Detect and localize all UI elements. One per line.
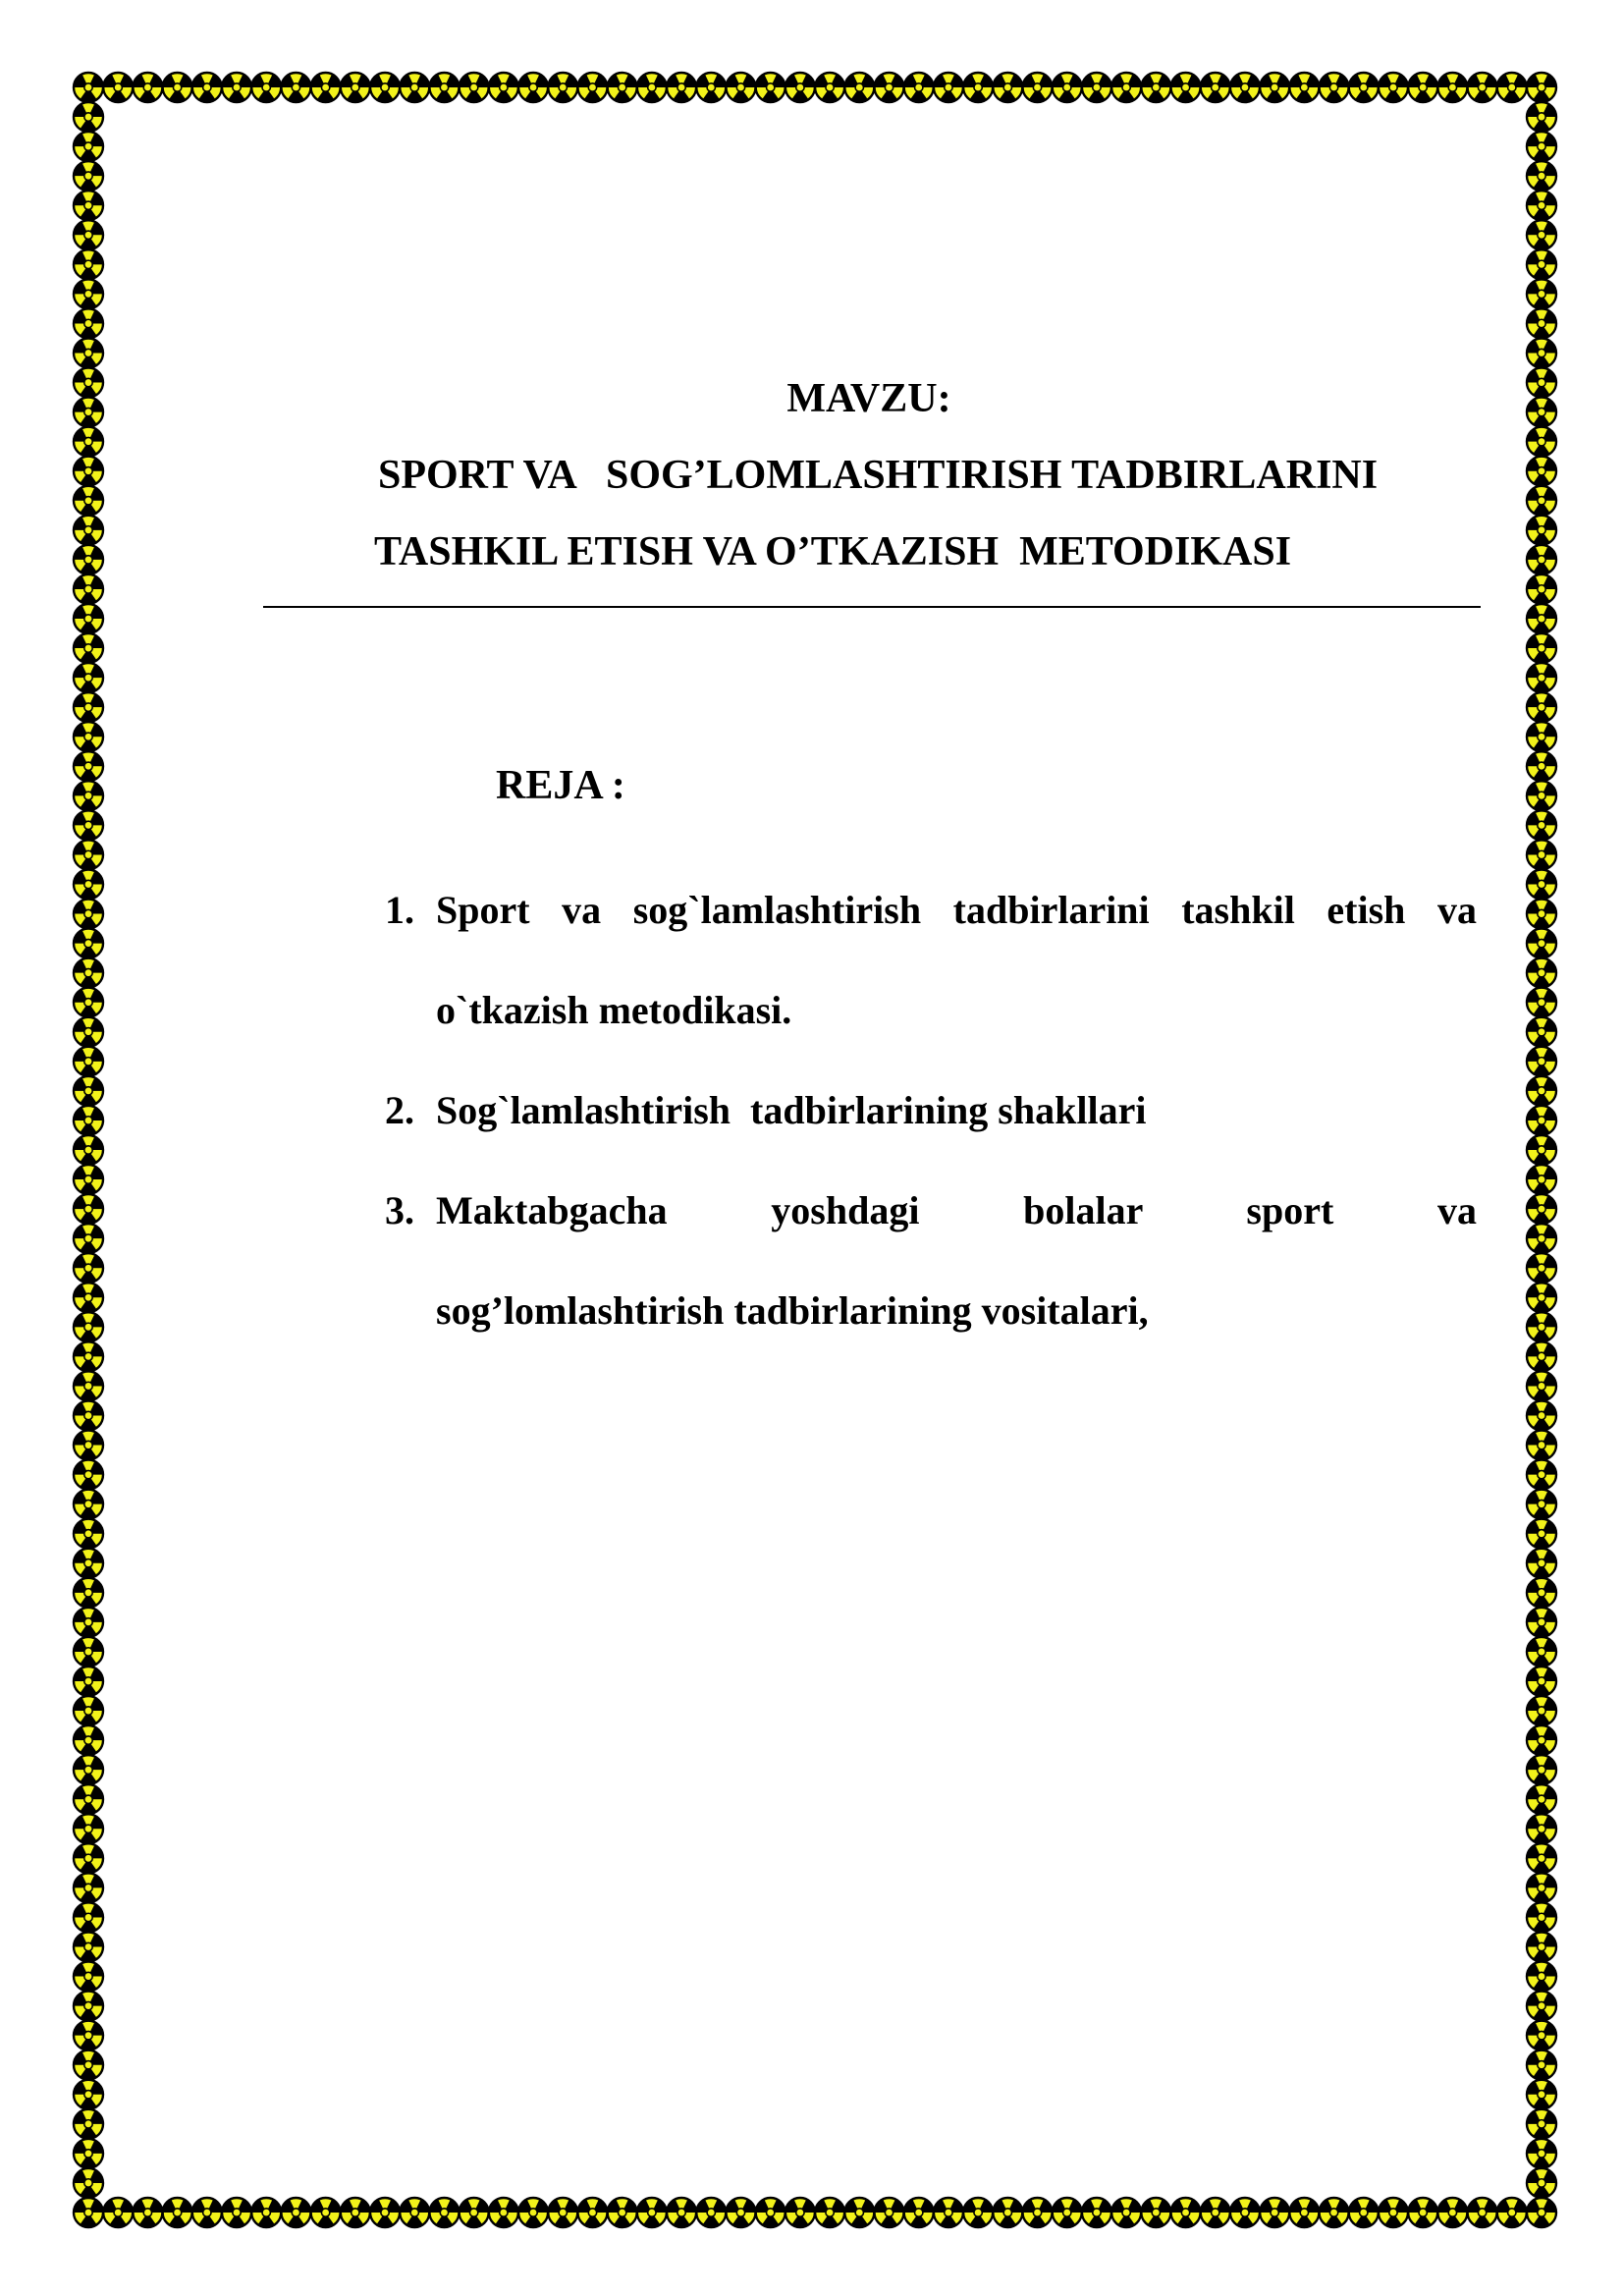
- radiation-icon: [74, 633, 103, 663]
- radiation-icon: [74, 220, 103, 249]
- radiation-icon: [74, 1017, 103, 1047]
- radiation-icon: [74, 2139, 103, 2168]
- radiation-icon: [1527, 1608, 1556, 1637]
- radiation-icon: [1527, 1371, 1556, 1400]
- radiation-icon: [74, 1490, 103, 1519]
- radiation-icon: [1082, 2198, 1111, 2227]
- radiation-icon: [1320, 2198, 1349, 2227]
- radiation-icon: [1023, 73, 1053, 102]
- radiation-icon: [74, 1549, 103, 1578]
- radiation-icon: [1527, 1106, 1556, 1135]
- radiation-icon: [251, 2198, 281, 2227]
- radiation-icon: [429, 73, 459, 102]
- radiation-icon: [993, 2198, 1022, 2227]
- radiation-icon: [963, 73, 993, 102]
- plan-item-text-line-2: o`tkazish metodikasi.: [436, 988, 792, 1032]
- radiation-icon: [1141, 2198, 1170, 2227]
- radiation-icon: [1527, 1962, 1556, 1992]
- radiation-icon: [281, 73, 310, 102]
- radiation-icon: [133, 73, 162, 102]
- radiation-icon: [163, 73, 192, 102]
- radiation-icon: [1260, 2198, 1289, 2227]
- radiation-icon: [1527, 339, 1556, 368]
- radiation-icon: [222, 73, 251, 102]
- radiation-icon: [1053, 73, 1082, 102]
- plan-item-text-line-1: Sog`lamlashtirish tadbirlarining shakllari: [436, 1088, 1147, 1132]
- plan-item-2: [385, 1061, 1477, 1161]
- radiation-icon: [74, 1341, 103, 1371]
- radiation-icon: [74, 1608, 103, 1637]
- radiation-icon: [1527, 1431, 1556, 1460]
- radiation-icon: [1527, 692, 1556, 722]
- radiation-icon: [1527, 1933, 1556, 1962]
- radiation-icon: [815, 73, 844, 102]
- radiation-icon: [1527, 810, 1556, 840]
- radiation-icon: [489, 2198, 518, 2227]
- radiation-icon: [74, 1578, 103, 1608]
- radiation-icon: [577, 73, 607, 102]
- radiation-icon: [1527, 2080, 1556, 2109]
- plan-item-text-line-2: sog’lomlashtirish tadbirlarining vositalari,: [436, 1288, 1149, 1333]
- radiation-icon: [696, 2198, 726, 2227]
- radiation-icon: [1527, 1076, 1556, 1106]
- radiation-icon: [1527, 427, 1556, 457]
- plan-label: REJA :: [496, 763, 625, 808]
- radiation-icon: [1527, 781, 1556, 810]
- radiation-icon: [74, 1224, 103, 1253]
- radiation-icon: [1527, 988, 1556, 1017]
- radiation-icon: [1527, 73, 1556, 102]
- radiation-icon: [1497, 73, 1527, 102]
- plan-item-text-line-1: Maktabgacha yoshdagi bolalar sport va: [436, 1188, 1477, 1232]
- radiation-icon: [1230, 2198, 1260, 2227]
- radiation-icon: [74, 73, 103, 102]
- radiation-icon: [74, 102, 103, 132]
- radiation-icon: [1408, 2198, 1437, 2227]
- radiation-icon: [1527, 1755, 1556, 1784]
- radiation-icon: [785, 2198, 815, 2227]
- radiation-icon: [1527, 2198, 1556, 2227]
- radiation-icon: [1527, 1784, 1556, 1814]
- radiation-icon: [74, 427, 103, 457]
- radiation-icon: [74, 1047, 103, 1076]
- radiation-icon: [103, 2198, 133, 2227]
- radiation-icon: [1289, 73, 1319, 102]
- radiation-icon: [74, 751, 103, 781]
- radiation-icon: [1527, 663, 1556, 692]
- radiation-icon: [400, 73, 429, 102]
- radiation-icon: [74, 958, 103, 988]
- radiation-icon: [1527, 1519, 1556, 1549]
- radiation-icon: [74, 722, 103, 751]
- plan-item-text-line-1: Sport va sog`lamlashtirish tadbirlarini tashkil etish va: [436, 888, 1477, 932]
- radiation-icon: [1527, 900, 1556, 929]
- radiation-icon: [1527, 840, 1556, 869]
- radiation-icon: [1260, 73, 1289, 102]
- radiation-icon: [370, 73, 400, 102]
- radiation-icon: [1527, 1696, 1556, 1725]
- radiation-icon: [1320, 73, 1349, 102]
- radiation-icon: [192, 73, 222, 102]
- radiation-icon: [518, 73, 548, 102]
- radiation-icon: [222, 2198, 251, 2227]
- radiation-icon: [667, 2198, 696, 2227]
- radiation-icon: [1082, 73, 1111, 102]
- radiation-icon: [74, 1933, 103, 1962]
- radiation-icon: [1171, 73, 1201, 102]
- radiation-icon: [489, 73, 518, 102]
- radiation-icon: [1230, 73, 1260, 102]
- radiation-icon: [1527, 1992, 1556, 2021]
- radiation-icon: [251, 73, 281, 102]
- radiation-icon: [1111, 2198, 1141, 2227]
- radiation-icon: [844, 73, 874, 102]
- radiation-icon: [341, 2198, 370, 2227]
- radiation-icon: [1527, 308, 1556, 338]
- radiation-icon: [74, 457, 103, 486]
- radiation-icon: [74, 161, 103, 191]
- radiation-icon: [1289, 2198, 1319, 2227]
- radiation-icon: [370, 2198, 400, 2227]
- radiation-icon: [341, 73, 370, 102]
- radiation-icon: [74, 663, 103, 692]
- radiation-icon: [74, 545, 103, 574]
- radiation-icon: [1171, 2198, 1201, 2227]
- radiation-icon: [1527, 1253, 1556, 1283]
- radiation-icon: [74, 2168, 103, 2198]
- radiation-icon: [74, 1165, 103, 1194]
- radiation-icon: [400, 2198, 429, 2227]
- radiation-icon: [311, 73, 341, 102]
- radiation-icon: [74, 692, 103, 722]
- radiation-icon: [696, 73, 726, 102]
- radiation-icon: [1349, 2198, 1379, 2227]
- radiation-icon: [74, 1667, 103, 1696]
- radiation-icon: [1379, 73, 1408, 102]
- radiation-icon: [518, 2198, 548, 2227]
- plan-item-number: 1.: [385, 888, 414, 932]
- radiation-icon: [1527, 279, 1556, 308]
- radiation-icon: [785, 73, 815, 102]
- radiation-icon: [1527, 1460, 1556, 1490]
- radiation-icon: [1527, 722, 1556, 751]
- radiation-icon: [74, 1194, 103, 1224]
- plan-list: [385, 860, 1477, 1361]
- radiation-icon: [1527, 132, 1556, 161]
- radiation-icon: [1201, 2198, 1230, 2227]
- radiation-icon: [548, 73, 577, 102]
- radiation-icon: [74, 1696, 103, 1725]
- radiation-icon: [844, 2198, 874, 2227]
- radiation-icon: [1527, 604, 1556, 633]
- radiation-icon: [934, 73, 963, 102]
- radiation-icon: [74, 1814, 103, 1843]
- radiation-icon: [904, 2198, 934, 2227]
- plan-item-3: [385, 1161, 1477, 1361]
- radiation-icon: [577, 2198, 607, 2227]
- radiation-icon: [74, 2021, 103, 2050]
- radiation-icon: [460, 73, 489, 102]
- radiation-icon: [74, 2080, 103, 2109]
- radiation-icon: [1527, 958, 1556, 988]
- topic-label: MAVZU:: [786, 376, 951, 421]
- plan-item-1: [385, 860, 1477, 1061]
- radiation-icon: [74, 1755, 103, 1784]
- radiation-icon: [667, 73, 696, 102]
- radiation-icon: [1527, 929, 1556, 958]
- radiation-icon: [74, 1460, 103, 1490]
- radiation-icon: [904, 73, 934, 102]
- radiation-icon: [1527, 161, 1556, 191]
- radiation-icon: [163, 2198, 192, 2227]
- radiation-icon: [608, 2198, 637, 2227]
- radiation-icon: [1468, 73, 1497, 102]
- radiation-icon: [1527, 102, 1556, 132]
- radiation-icon: [1527, 2139, 1556, 2168]
- radiation-icon: [756, 2198, 785, 2227]
- radiation-icon: [1111, 73, 1141, 102]
- radiation-icon: [1408, 73, 1437, 102]
- radiation-icon: [74, 308, 103, 338]
- radiation-icon: [74, 1135, 103, 1165]
- radiation-icon: [1527, 1843, 1556, 1873]
- radiation-icon: [74, 2109, 103, 2139]
- radiation-icon: [1527, 1135, 1556, 1165]
- radiation-icon: [726, 2198, 755, 2227]
- radiation-icon: [74, 1401, 103, 1431]
- radiation-icon: [934, 2198, 963, 2227]
- radiation-icon: [74, 781, 103, 810]
- radiation-icon: [726, 73, 755, 102]
- radiation-icon: [74, 900, 103, 929]
- radiation-icon: [1527, 1017, 1556, 1047]
- radiation-icon: [74, 191, 103, 220]
- radiation-icon: [1527, 249, 1556, 279]
- radiation-icon: [103, 73, 133, 102]
- radiation-icon: [74, 988, 103, 1017]
- radiation-icon: [74, 574, 103, 604]
- radiation-icon: [1527, 1667, 1556, 1696]
- radiation-icon: [74, 1962, 103, 1992]
- radiation-icon: [1527, 2050, 1556, 2080]
- radiation-icon: [281, 2198, 310, 2227]
- radiation-icon: [74, 1283, 103, 1312]
- radiation-icon: [637, 73, 667, 102]
- plan-item-number: 3.: [385, 1188, 414, 1232]
- title-line-2: TASHKIL ETISH VA O’TKAZISH METODIKASI: [374, 529, 1292, 574]
- radiation-icon: [1527, 1312, 1556, 1341]
- radiation-icon: [1349, 73, 1379, 102]
- radiation-icon: [74, 2198, 103, 2227]
- radiation-icon: [1527, 1578, 1556, 1608]
- radiation-icon: [875, 2198, 904, 2227]
- radiation-icon: [1527, 1283, 1556, 1312]
- radiation-icon: [1527, 545, 1556, 574]
- radiation-icon: [74, 1371, 103, 1400]
- radiation-icon: [963, 2198, 993, 2227]
- radiation-icon: [1201, 73, 1230, 102]
- radiation-icon: [875, 73, 904, 102]
- radiation-icon: [74, 516, 103, 545]
- radiation-icon: [460, 2198, 489, 2227]
- radiation-icon: [1023, 2198, 1053, 2227]
- radiation-icon: [1437, 73, 1467, 102]
- radiation-icon: [74, 1312, 103, 1341]
- radiation-icon: [1527, 2109, 1556, 2139]
- radiation-icon: [1527, 1165, 1556, 1194]
- radiation-icon: [74, 2050, 103, 2080]
- radiation-icon: [1527, 1194, 1556, 1224]
- radiation-icon: [429, 2198, 459, 2227]
- radiation-icon: [1527, 1725, 1556, 1755]
- radiation-icon: [1527, 1814, 1556, 1843]
- radiation-icon: [1527, 220, 1556, 249]
- radiation-icon: [74, 1902, 103, 1932]
- radiation-icon: [74, 132, 103, 161]
- radiation-icon: [1527, 1224, 1556, 1253]
- radiation-icon: [1527, 870, 1556, 900]
- radiation-icon: [74, 486, 103, 516]
- radiation-icon: [1141, 73, 1170, 102]
- radiation-icon: [74, 929, 103, 958]
- radiation-icon: [1527, 1341, 1556, 1371]
- radiation-icon: [1527, 1902, 1556, 1932]
- radiation-icon: [74, 1431, 103, 1460]
- radiation-icon: [1527, 2168, 1556, 2198]
- radiation-icon: [1527, 486, 1556, 516]
- radiation-icon: [74, 840, 103, 869]
- radiation-icon: [74, 1784, 103, 1814]
- radiation-icon: [1527, 1401, 1556, 1431]
- radiation-icon: [74, 810, 103, 840]
- radiation-icon: [133, 2198, 162, 2227]
- radiation-icon: [1527, 457, 1556, 486]
- radiation-icon: [74, 249, 103, 279]
- radiation-icon: [74, 1637, 103, 1667]
- radiation-icon: [1497, 2198, 1527, 2227]
- radiation-icon: [1527, 1490, 1556, 1519]
- radiation-icon: [74, 870, 103, 900]
- radiation-icon: [74, 1106, 103, 1135]
- radiation-icon: [1527, 751, 1556, 781]
- radiation-icon: [637, 2198, 667, 2227]
- radiation-icon: [74, 1992, 103, 2021]
- radiation-icon: [1527, 1637, 1556, 1667]
- radiation-icon: [74, 1253, 103, 1283]
- radiation-icon: [1437, 2198, 1467, 2227]
- radiation-icon: [548, 2198, 577, 2227]
- radiation-icon: [74, 604, 103, 633]
- radiation-icon: [74, 1843, 103, 1873]
- radiation-icon: [1527, 516, 1556, 545]
- radiation-icon: [1527, 1047, 1556, 1076]
- radiation-icon: [1527, 1549, 1556, 1578]
- radiation-icon: [1527, 2021, 1556, 2050]
- radiation-icon: [1468, 2198, 1497, 2227]
- radiation-icon: [815, 2198, 844, 2227]
- radiation-icon: [1379, 2198, 1408, 2227]
- radiation-icon: [74, 1873, 103, 1902]
- radiation-icon: [608, 73, 637, 102]
- radiation-icon: [192, 2198, 222, 2227]
- radiation-icon: [74, 279, 103, 308]
- radiation-icon: [1527, 633, 1556, 663]
- radiation-icon: [74, 1076, 103, 1106]
- radiation-icon: [74, 1519, 103, 1549]
- radiation-icon: [74, 1725, 103, 1755]
- title-divider: [263, 606, 1481, 608]
- title-line-1: SPORT VA SOG’LOMLASHTIRISH TADBIRLARINI: [378, 453, 1379, 498]
- radiation-icon: [1053, 2198, 1082, 2227]
- radiation-icon: [1527, 191, 1556, 220]
- radiation-icon: [311, 2198, 341, 2227]
- radiation-icon: [993, 73, 1022, 102]
- radiation-icon: [74, 339, 103, 368]
- radiation-icon: [1527, 1873, 1556, 1902]
- radiation-icon: [1527, 574, 1556, 604]
- radiation-icon: [756, 73, 785, 102]
- plan-item-number: 2.: [385, 1088, 414, 1132]
